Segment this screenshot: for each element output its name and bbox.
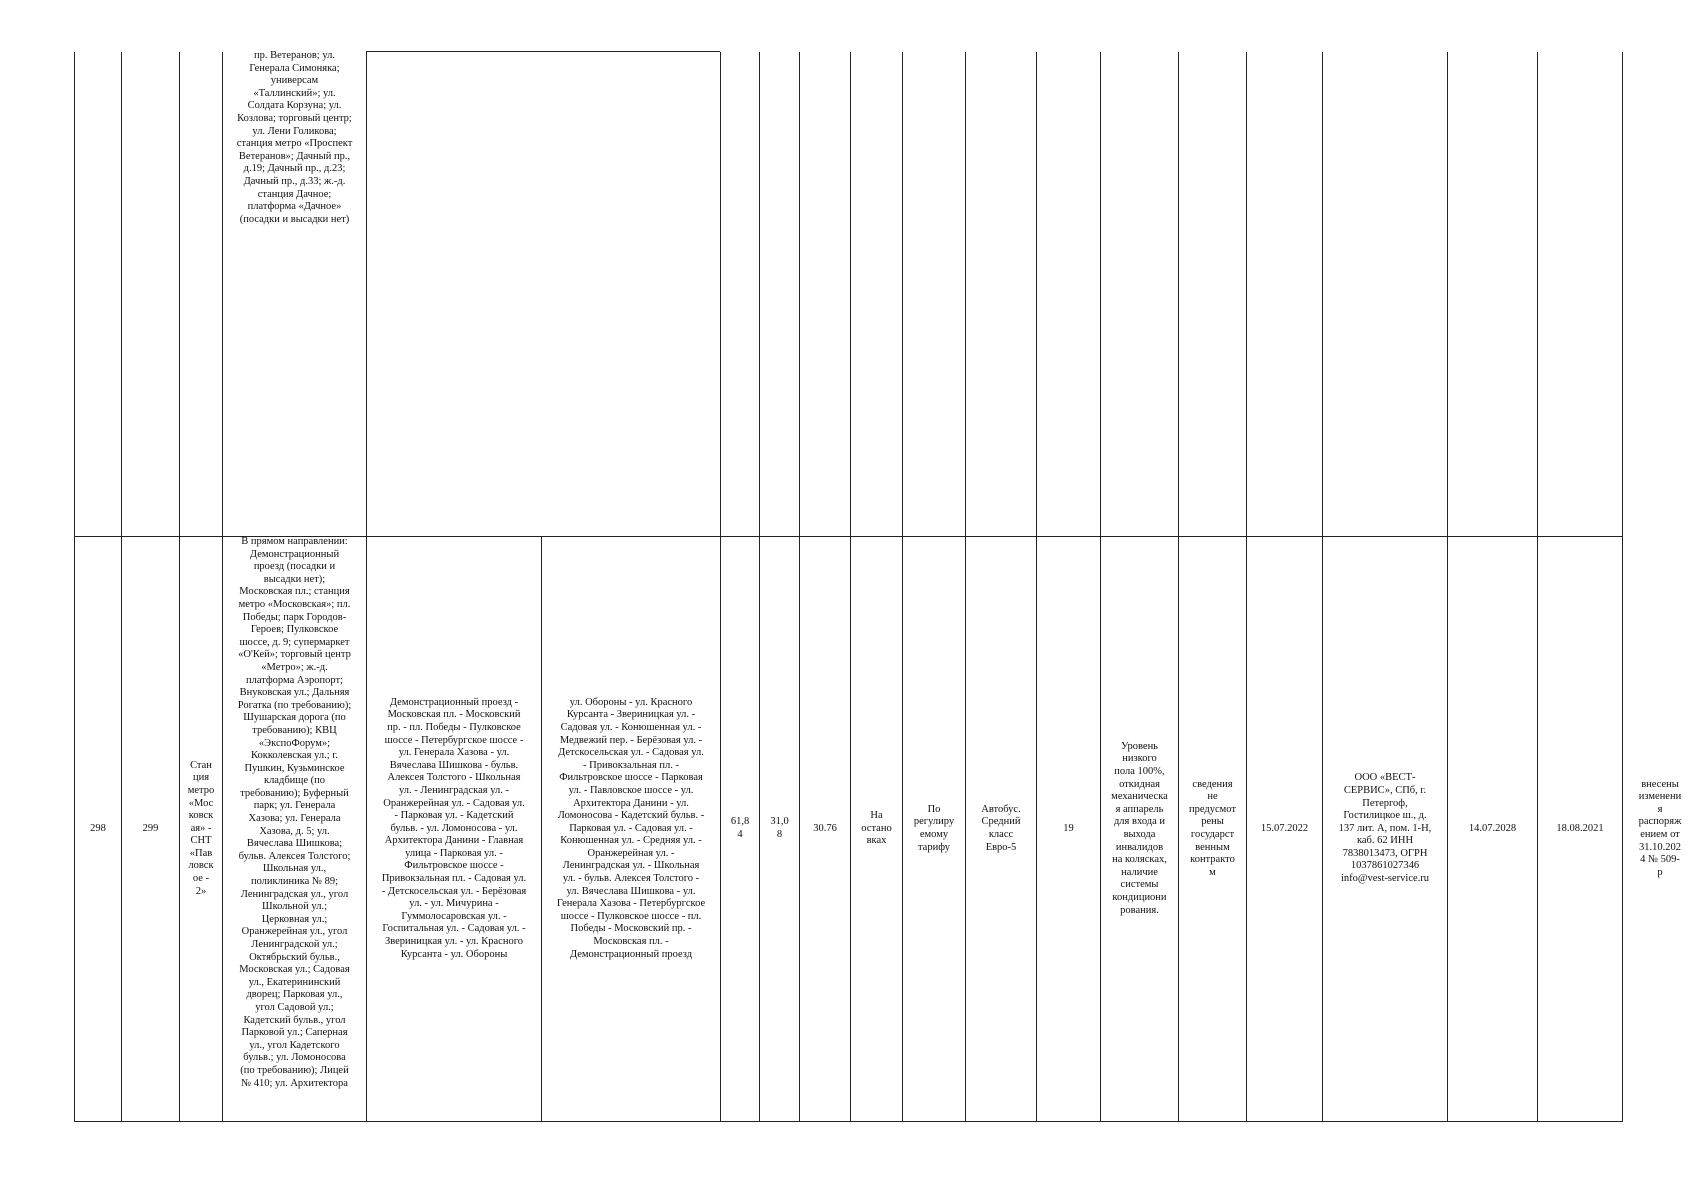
vehicle-count-cell: 19 bbox=[1063, 822, 1074, 834]
notes-cell: внесены изменени я распоряж ением от 31.10.202 4 № 509- р bbox=[1638, 778, 1682, 878]
stop-order-cell: На остано вках bbox=[861, 810, 892, 847]
row-bottom-border bbox=[74, 1121, 1622, 1122]
prev-row-stops-cell: пр. Ветеранов; ул. Генерала Симоняка; универсам «Таллинский»; ул. Солдата Корзуна; ул. Козлова; торговый центр; ул. Лени Голикова; станция метро «Проспект Ветеранов»; Дачный пр., д.19; Дачный пр., д.23; Дачный пр., д.33; ж.-д. станция Дачное; платформа «Дачное» (посадки и высадки нет) bbox=[236, 50, 353, 225]
registration-number-cell: 299 bbox=[142, 822, 159, 834]
vehicle-type-cell: Автобус. Средний класс Евро-5 bbox=[981, 803, 1021, 853]
carrier-info-cell: ООО «ВЕСТ- СЕРВИС», СПб, г. Петергоф, Гостилицкое ш., д. 137 лит. А, пом. 1-Н, каб. 62 ИНН 7838013473, ОГРН 1037861027346 info@vest-service.ru bbox=[1338, 772, 1432, 885]
fare-type-cell: По регулиру емому тарифу bbox=[913, 803, 955, 853]
end-date-cell: 14.07.2028 bbox=[1468, 822, 1517, 834]
row-number-cell: 298 bbox=[90, 822, 106, 834]
streets-backward-cell: ул. Обороны - ул. Красного Курсанта - Звериницкая ул. - Садовая ул. - Конюшенная ул. - Медвежий пер. - Берёзовая ул. - Детскосельская ул. - Садовая ул. - Привокзальная пл. - Фильтровское шоссе - Парковая ул. - Павловское шоссе - ул. Архитектора Данини - ул. Ломоносова - Кадетский бульв. - Парковая ул. - Садовая ул. - Конюшенная ул. - Средняя ул. - Оранжерейная ул. - Ленинградская ул. - Школьная ул. - бульв. Алексея Толстого - ул. Вячеслава Шишкова - ул. Генерала Хазова - Петербургское шоссе - Пулковское шоссе - пл. Победы - Московский пр. - Московская пл. - Демонстрационный проезд bbox=[556, 696, 706, 960]
start-date-cell: 15.07.2022 bbox=[1260, 822, 1309, 834]
route-length-backward-cell: 30.76 bbox=[813, 822, 837, 834]
route-length-total-cell: 61,8 4 bbox=[730, 816, 750, 840]
route-name-cell: Стан ция метро «Мос ковск ая» - СНТ «Пав ловск ое - 2» bbox=[187, 759, 215, 897]
contract-info-cell: сведения не предусмот рены государст венным контракто м bbox=[1189, 778, 1236, 878]
route-length-forward-cell: 31,0 8 bbox=[770, 816, 789, 840]
vehicle-specs-cell: Уровень низкого пола 100%, откидная механическа я аппарель для входа и выхода инвалидов на колясках, наличие системы кондициони рования. bbox=[1111, 740, 1168, 916]
streets-forward-cell: Демонстрационный проезд - Московская пл. - Московский пр. - пл. Победы - Пулковское шоссе - Петербургское шоссе - ул. Генерала Хазова - ул. Вячеслава Шишкова - бульв. Алексея Толстого - Школьная ул. - Ленинградская ул. - Оранжерейная ул. - Садовая ул. - Парковая ул. - Кадетский бульв. - ул. Ломоносова - ул. Архитектора Данини - Главная улица - Парковая ул. - Фильтровское шоссе - Привокзальная пл. - Садовая ул. - Детскосельская ул. - Берёзовая ул. - ул. Мичурина - Гуммолосаровская ул. - Госпитальная ул. - Садовая ул. - Звериницкая ул. - ул. Красного Курсанта - ул. Обороны bbox=[381, 696, 527, 960]
change-date-cell: 18.08.2021 bbox=[1556, 822, 1604, 834]
stops-list-cell: В прямом направлении: Демонстрационный проезд (посадки и высадки нет); Московская пл.; станция метро «Московская»; пл. Победы; парк Городов- Героев; Пулковское шоссе, д. 9; супермаркет «О'Кей»; торговый центр «Метро»; ж.-д. платформа Аэропорт; Внуковская ул.; Дальняя Рогатка (по требованию); Шушарская дорога (по требованию); КВЦ «ЭкспоФорум»; Кокколевская ул.; г. Пушкин, Кузьминское кладбище (по требованию); Буферный парк; ул. Генерала Хазова; ул. Генерала Хазова, д. 5; ул. Вячеслава Шишкова; бульв. Алексея Толстого; Школьная ул., поликлиника № 89; Ленинградская ул., угол Школьной ул.; Церковная ул.; Оранжерейная ул., угол Ленинградской ул.; Октябрьский бульв., Московская ул.; Садовая ул., Екатерининский дворец; Парковая ул., угол Садовой ул.; Кадетский бульв., угол Парковой ул.; Саперная ул., угол Кадетского бульв.; ул. Ломоносова (по требованию); Лицей № 410; ул. Архитектора bbox=[237, 536, 352, 1089]
merged-cell-top-border bbox=[366, 51, 720, 52]
